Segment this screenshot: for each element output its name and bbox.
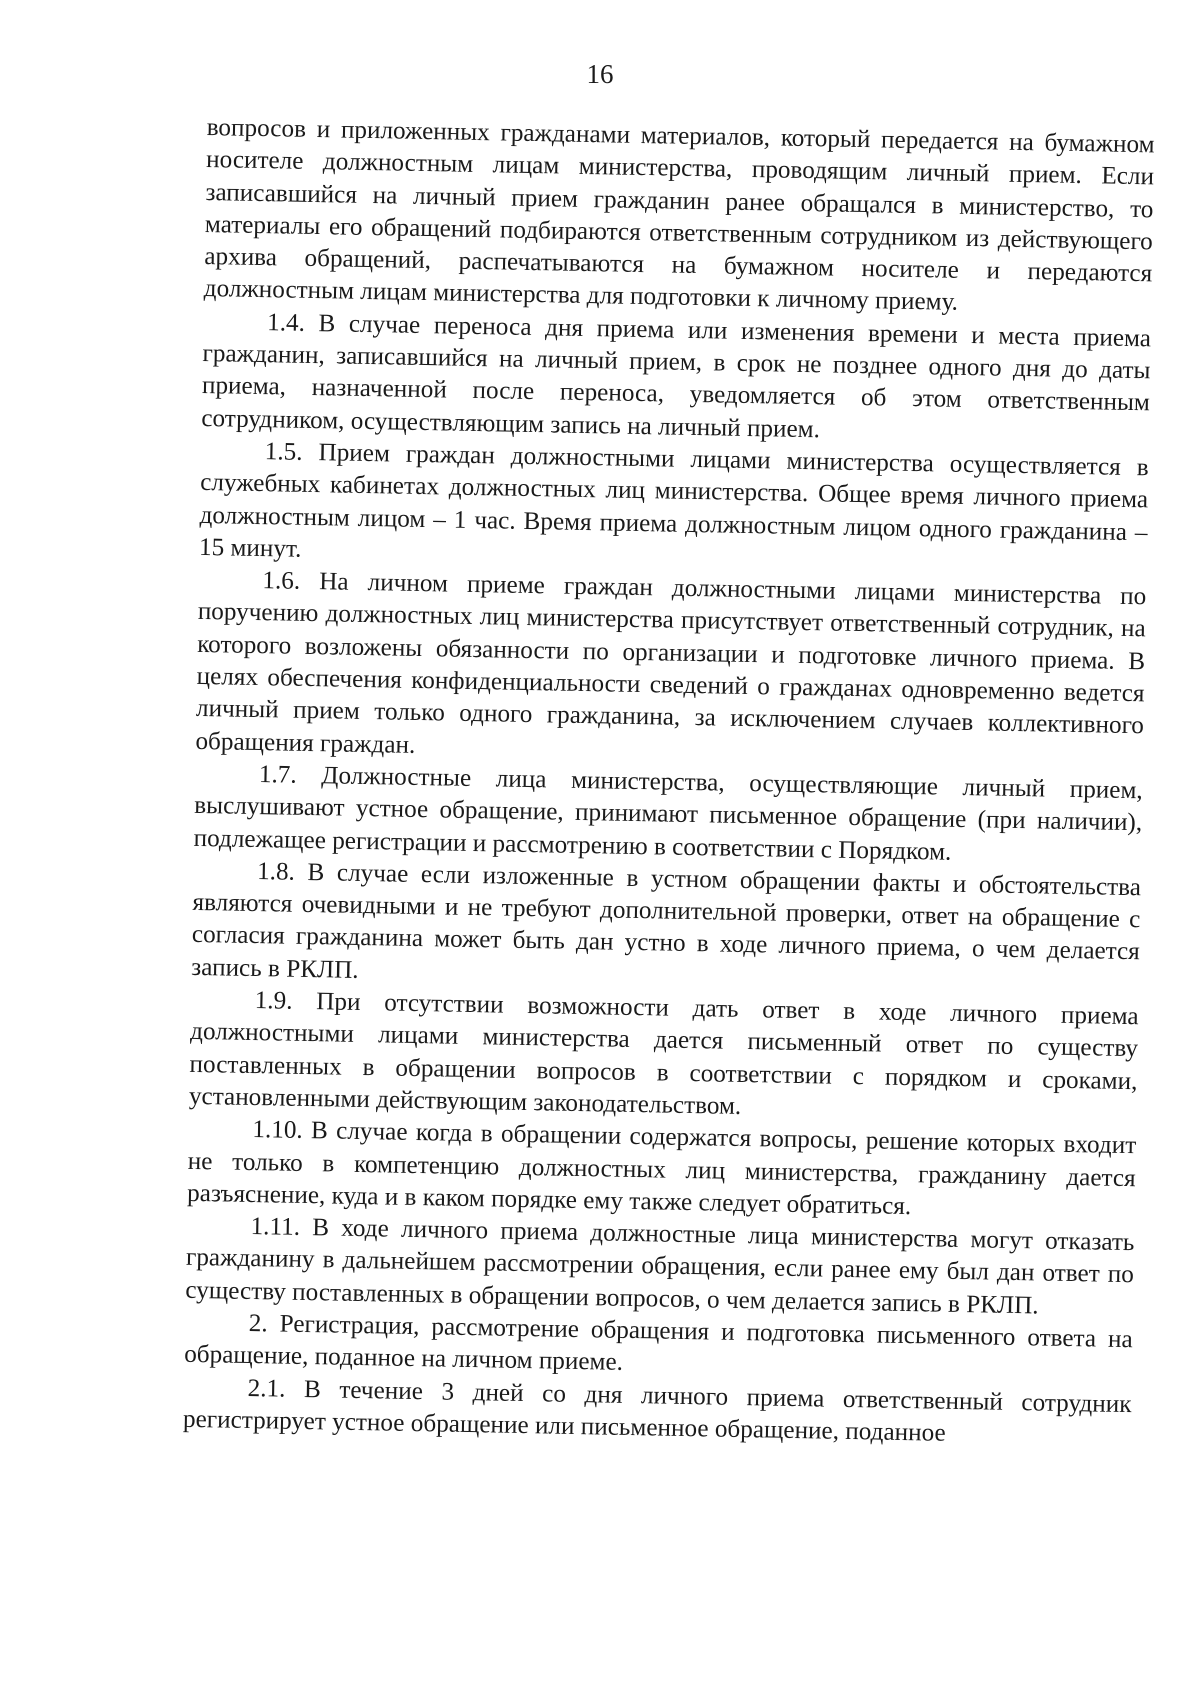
paragraph-1-5: 1.5. Прием граждан должностными лицами министерства осуществляется в служебных кабинетах должностных лиц министерства. Общее время личного приема должностным лицом – 1 час. Время приема должностным лицом одного гражданина – 15 минут. [198,438,1149,563]
paragraph-1-7: 1.7. Должностные лица министерства, осуществляющие личный прием, выслушивают устное обращение, принимают письменное обращение (при наличии), подлежащее регистрации и рассмотрению в соответствии с Порядком. [193,761,1143,866]
paragraph-1-4: 1.4. В случае переноса дня приема или изменения времени и места приема гражданин, записавшийся на личный прием, в срок не позднее одного дня до даты приема, назначенной после переноса, уведомляется об этом ответственным сотрудником, осуществляющим запись на личный прием. [201,308,1152,443]
paragraph-1-8: 1.8. В случае если изложенные в устном обращении факты и обстоятельства являются очевидными и не требуют дополнительной проверки, ответ на обращение с согласия гражданина может быть дан устно в ходе личного приема, о чем делается запись в РКЛП. [191,857,1142,984]
paragraph-continuation: вопросов и приложенных гражданами материалов, который передается на бумажном носителе должностным лицам министерства, проводящим личный прием. Если записавшийся на личный прием гражданин ранее обращался в министерство, то материалы его обращений подбираются ответственным сотрудником из действующего архива обращений, распечатываются на бумажном носителе и передаются должностным лицам министерства для подготовки к личному приему. [203,113,1155,317]
page-number: 16 [586,59,614,89]
section-2-heading: 2. Регистрация, рассмотрение обращения и подготовка письменного ответа на обращение, поданное на личном приеме. [183,1309,1133,1377]
paragraph-1-11: 1.11. В ходе личного приема должностные лица министерства могут отказать гражданину в дальнейшем рассмотрении обращения, если ранее ему был дан ответ по существу поставленных в обращении вопросов, о чем делается запись в РКЛП. [185,1213,1135,1320]
paragraph-2-1: 2.1. В течение 3 дней со дня личного приема ответственный сотрудник регистрирует устное обращение или письменное обращение, поданное [182,1374,1132,1447]
document-body [183,112,1155,1453]
paragraph-1-10: 1.10. В случае когда в обращении содержатся вопросы, решение которых входит не только в компетенцию должностных лиц министерства, гражданину дается разъяснение, куда и в каком порядке ему также следует обратиться. [186,1116,1137,1220]
paragraph-1-9: 1.9. При отсутствии возможности дать ответ в ходе личного приема должностными лицами министерства дается письменный ответ по существу поставленных в обращении вопросов в соответствии с порядком и сроками, установленными действующим законодательством. [188,987,1139,1120]
paragraph-1-6: 1.6. На личном приеме граждан должностными лицами министерства по поручению должностных лиц министерства присутствует ответственный сотрудник, на которого возложены обязанности по организации и подготовке личного приема. В целях обеспечения конфиденциальности сведений о гражданах одновременно ведется личный прием только одного гражданина, за исключением случаев коллективного обращения граждан. [195,567,1147,759]
